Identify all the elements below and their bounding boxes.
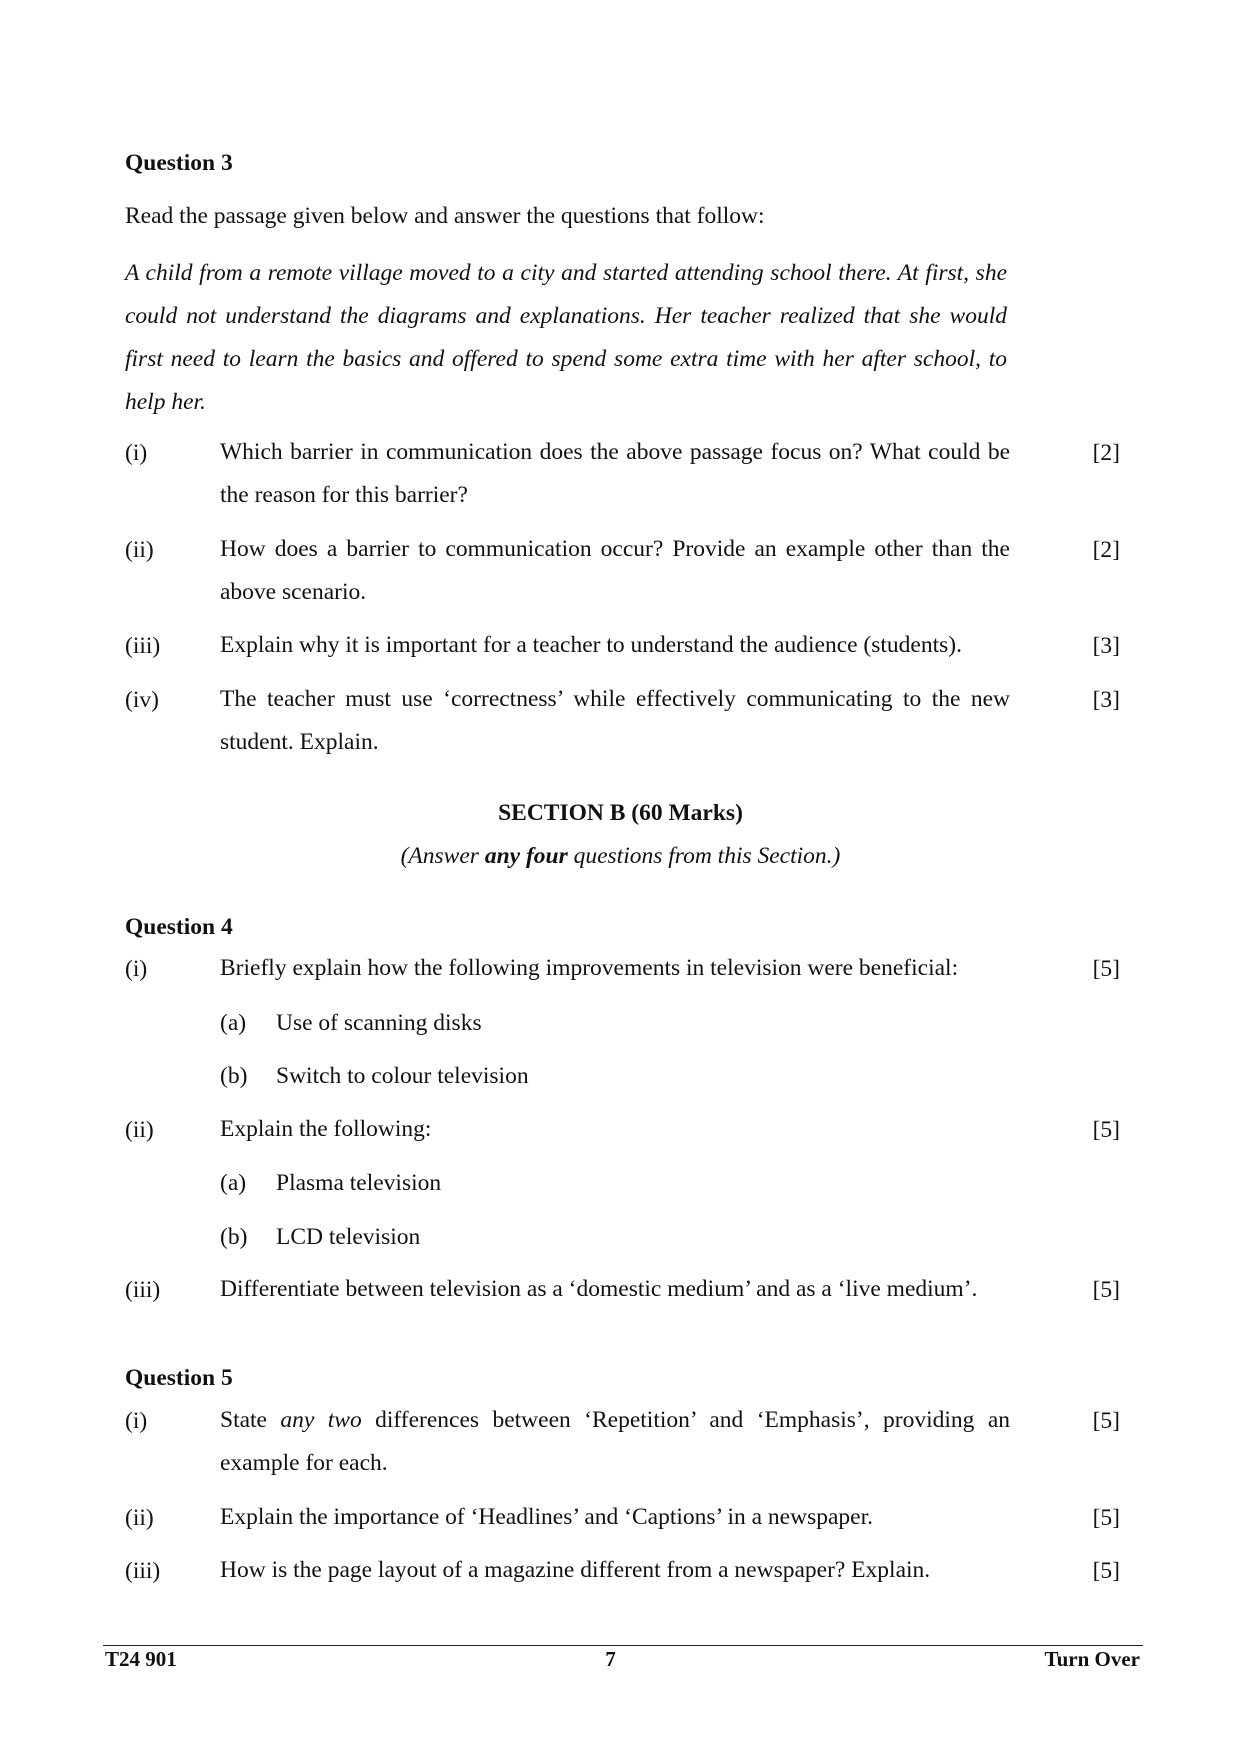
- q4-item-3-marks: [5]: [1092, 1277, 1120, 1303]
- q4-item-1-sub-b-text: Switch to colour television: [276, 1063, 529, 1089]
- q3-item-4-number: (iv): [125, 687, 159, 713]
- q4-item-2-sub-b-text: LCD television: [276, 1224, 421, 1250]
- footer-page-number: 7: [605, 1647, 616, 1671]
- q5-item-1-marks: [5]: [1092, 1408, 1120, 1434]
- footer-divider: [103, 1645, 1143, 1646]
- q5-item-3-text: How is the page layout of a magazine different from a newspaper? Explain.: [220, 1557, 931, 1583]
- q5-item-3-marks: [5]: [1092, 1558, 1120, 1584]
- q4-item-3-text: Differentiate between television as a ‘domestic medium’ and as a ‘live medium’.: [220, 1276, 978, 1302]
- q4-item-1-number: (i): [125, 956, 148, 982]
- q4-item-1-sub-a-label: (a): [220, 1010, 247, 1036]
- q5-item-1-text: State any two differences between ‘Repetition’ and ‘Emphasis’, providing an example for each.: [220, 1407, 1010, 1476]
- q4-item-1-marks: [5]: [1092, 956, 1120, 982]
- q4-item-2-text: Explain the following:: [220, 1116, 432, 1142]
- section-b-instruction: (Answer any four questions from this Section.): [400, 843, 841, 869]
- question-4-heading: Question 4: [125, 914, 233, 940]
- section-b-title: SECTION B (60 Marks): [498, 800, 743, 826]
- q3-item-2-text: How does a barrier to communication occur? Provide an example other than the above scenario.: [220, 536, 1010, 605]
- question-3-intro: Read the passage given below and answer the questions that follow:: [125, 203, 765, 229]
- q4-item-2-sub-b-label: (b): [220, 1224, 248, 1250]
- question-3-passage: A child from a remote village moved to a city and started attending school there. At first, she could not understand the diagrams and explanations. Her teacher realized that she would first need to learn the basics and offered to spend some extra time with her after school, to help her.: [125, 260, 1007, 415]
- q4-item-1-text: Briefly explain how the following improvements in television were beneficial:: [220, 955, 959, 981]
- q4-item-2-marks: [5]: [1092, 1117, 1120, 1143]
- footer-paper-code: T24 901: [105, 1647, 177, 1671]
- q3-item-3-number: (iii): [125, 633, 161, 659]
- q3-item-2-number: (ii): [125, 537, 154, 563]
- q5-item-2-number: (ii): [125, 1505, 154, 1531]
- question-3-heading: Question 3: [125, 150, 233, 176]
- q5-item-1-number: (i): [125, 1408, 148, 1434]
- q3-item-1-text: Which barrier in communication does the above passage focus on? What could be the reason for this barrier?: [220, 439, 1010, 508]
- q3-item-3-marks: [3]: [1092, 633, 1120, 659]
- q3-item-1-marks: [2]: [1092, 440, 1120, 466]
- q3-item-4-text: The teacher must use ‘correctness’ while effectively communicating to the new student. Explain.: [220, 686, 1010, 755]
- q5-item-3-number: (iii): [125, 1558, 161, 1584]
- q5-item-2-text: Explain the importance of ‘Headlines’ and ‘Captions’ in a newspaper.: [220, 1504, 873, 1530]
- q4-item-2-sub-a-label: (a): [220, 1170, 247, 1196]
- q3-item-2-marks: [2]: [1092, 537, 1120, 563]
- q4-item-1-sub-b-label: (b): [220, 1063, 248, 1089]
- question-5-heading: Question 5: [125, 1365, 233, 1391]
- footer-turn-over: Turn Over: [1044, 1647, 1140, 1671]
- q4-item-2-sub-a-text: Plasma television: [276, 1170, 442, 1196]
- q5-item-2-marks: [5]: [1092, 1505, 1120, 1531]
- q3-item-1-number: (i): [125, 440, 148, 466]
- q4-item-2-number: (ii): [125, 1117, 154, 1143]
- q3-item-4-marks: [3]: [1092, 687, 1120, 713]
- q4-item-3-number: (iii): [125, 1277, 161, 1303]
- q3-item-3-text: Explain why it is important for a teacher to understand the audience (students).: [220, 632, 962, 658]
- q4-item-1-sub-a-text: Use of scanning disks: [276, 1010, 482, 1036]
